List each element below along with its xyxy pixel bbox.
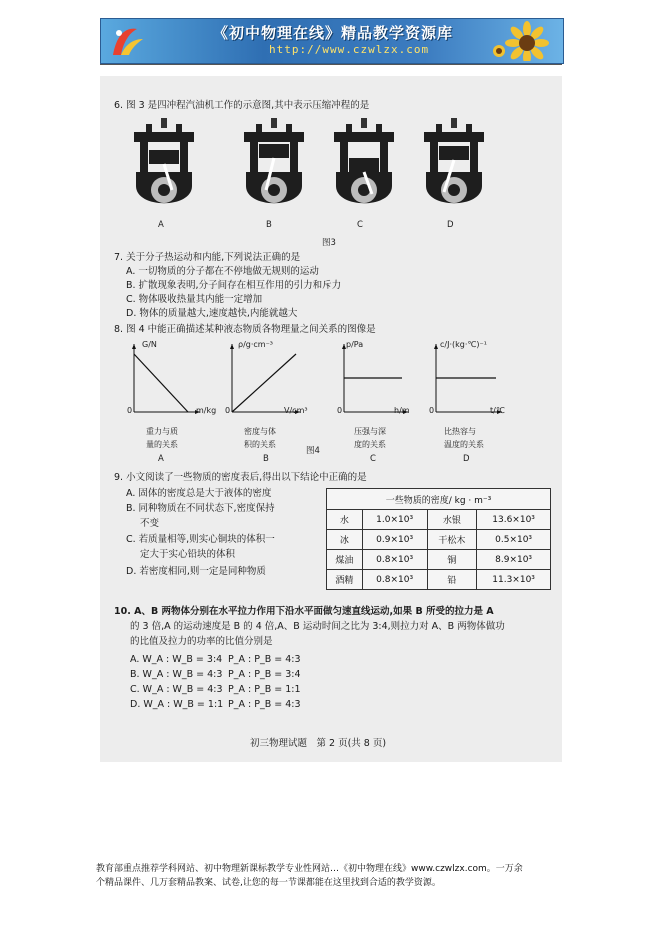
graph-d-caption-1: 比热容与: [444, 427, 476, 436]
table-row: 水 1.0×10³ 水银 13.6×10³: [327, 510, 551, 530]
figure-3-caption: 图3: [322, 238, 336, 248]
q7-option-d: D. 物体的质量越大,速度越快,内能就越大: [126, 308, 298, 319]
q9-option-a: A. 固体的密度总是大于液体的密度: [126, 488, 272, 499]
table-row: 冰 0.9×10³ 干松木 0.5×10³: [327, 530, 551, 550]
q9-option-b-cont: 不变: [140, 518, 160, 529]
page-number-footer: 初三物理试题 第 2 页(共 8 页): [250, 738, 387, 749]
engine-label-b: B: [266, 220, 272, 230]
figure-4-caption: 图4: [306, 446, 320, 456]
graph-a-caption-2: 量的关系: [146, 440, 178, 449]
table-row: 煤油 0.8×10³ 铜 8.9×10³: [327, 550, 551, 570]
q10-stem-line-3: 的比值及拉力的功率的比值分别是: [130, 636, 273, 647]
graph-d-xlabel: t/℃: [490, 406, 505, 415]
graph-b-caption-2: 积的关系: [244, 440, 276, 449]
site-banner: [100, 18, 564, 64]
engine-diagrams: [114, 114, 554, 234]
banner-divider: [100, 64, 562, 65]
graph-b-origin: 0: [225, 406, 231, 415]
graph-d-origin: 0: [429, 406, 435, 415]
q10-option-a-power: P_A : P_B = 4:3: [228, 654, 301, 665]
graph-d-letter: D: [463, 454, 470, 464]
graph-b: [230, 344, 300, 414]
graph-c-origin: 0: [337, 406, 343, 415]
banner-url[interactable]: http://www.czwlzx.com: [269, 43, 430, 56]
q10-option-c-work: C. W_A : W_B = 4:3: [130, 684, 223, 695]
graph-c-letter: C: [370, 454, 376, 464]
q7-stem: 7. 关于分子热运动和内能,下列说法正确的是: [114, 252, 301, 263]
banner-title: 《初中物理在线》精品教学资源库: [213, 24, 454, 42]
q10-stem-line-2: 的 3 倍,A 的运动速度是 B 的 4 倍,A、B 运动时间之比为 3:4,则拉力对 A、B 两物体做功: [130, 621, 505, 632]
q9-option-c-cont: 定大于实心铅块的体积: [140, 549, 236, 560]
graph-a-origin: 0: [127, 406, 133, 415]
engine-label-c: C: [357, 220, 363, 230]
q10-stem-line-1: 10. A、B 两物体分别在水平拉力作用下沿水平面做匀速直线运动,如果 B 所受的拉力是 A: [114, 606, 494, 617]
table-row: 酒精 0.8×10³ 铅 11.3×10³: [327, 570, 551, 590]
graph-c-caption-1: 压强与深: [354, 427, 386, 436]
graph-b-caption-1: 密度与体: [244, 427, 276, 436]
site-logo-icon: [107, 23, 147, 59]
graph-b-xlabel: V/cm³: [284, 406, 308, 415]
q10-option-d-work: D. W_A : W_B = 1:1: [130, 699, 224, 710]
engine-diagram-c: [334, 118, 394, 203]
engine-label-a: A: [158, 220, 164, 230]
graph-d-ylabel: c/J·(kg·℃)⁻¹: [440, 340, 487, 349]
graph-a-letter: A: [158, 454, 164, 464]
q7-option-a: A. 一切物质的分子都在不停地做无规则的运动: [126, 266, 319, 277]
q10-option-b-power: P_A : P_B = 3:4: [228, 669, 301, 680]
density-table-header: 一些物质的密度/ kg · m⁻³: [327, 489, 551, 510]
density-table: [326, 488, 551, 590]
q9-option-d: D. 若密度相同,则一定是同种物质: [126, 566, 266, 577]
site-footer: [96, 862, 566, 890]
graph-a-xlabel: m/kg: [196, 406, 217, 415]
graph-b-ylabel: ρ/g·cm⁻³: [238, 340, 274, 349]
q6-stem: 6. 图 3 是四冲程汽油机工作的示意图,其中表示压缩冲程的是: [114, 100, 370, 111]
engine-diagram-d: [424, 118, 484, 203]
site-footer-line-1: 教育部重点推荐学科网站、初中物理新课标教学专业性网站…《初中物理在线》www.czwlzx.com。一万余: [96, 864, 523, 874]
exam-page-scan: [100, 76, 562, 762]
q9-option-b: B. 同种物质在不同状态下,密度保持: [126, 503, 275, 514]
graph-c: [342, 344, 408, 414]
q7-option-c: C. 物体吸收热量其内能一定增加: [126, 294, 263, 305]
graph-a: [132, 344, 200, 414]
q9-option-c: C. 若质量相等,则实心铜块的体积一: [126, 534, 275, 545]
q7-option-b: B. 扩散现象表明,分子间存在相互作用的引力和斥力: [126, 280, 342, 291]
q10-option-a-work: A. W_A : W_B = 3:4: [130, 654, 223, 665]
engine-diagram-b: [244, 118, 304, 203]
q8-stem: 8. 图 4 中能正确描述某种液态物质各物理量之间关系的图像是: [114, 324, 376, 335]
graph-c-caption-2: 度的关系: [354, 440, 386, 449]
graph-d-caption-2: 温度的关系: [444, 440, 484, 449]
engine-label-d: D: [447, 220, 454, 230]
engine-diagram-a: [134, 118, 194, 203]
graph-b-letter: B: [263, 454, 269, 464]
graph-a-caption-1: 重力与质: [146, 427, 178, 436]
graph-c-xlabel: h/m: [394, 406, 410, 415]
graph-d: [434, 344, 502, 414]
site-footer-line-2: 个精品课件、几万套精品教案、试卷,让您的每一节课都能在这里找到合适的教学资源。: [96, 878, 441, 888]
q9-stem: 9. 小文阅读了一些物质的密度表后,得出以下结论中正确的是: [114, 472, 367, 483]
q10-option-d-power: P_A : P_B = 4:3: [228, 699, 301, 710]
graph-a-ylabel: G/N: [142, 340, 157, 349]
q10-option-c-power: P_A : P_B = 1:1: [228, 684, 301, 695]
graph-c-ylabel: p/Pa: [346, 340, 364, 349]
q10-option-b-work: B. W_A : W_B = 4:3: [130, 669, 223, 680]
sunflower-icon: [487, 21, 557, 61]
